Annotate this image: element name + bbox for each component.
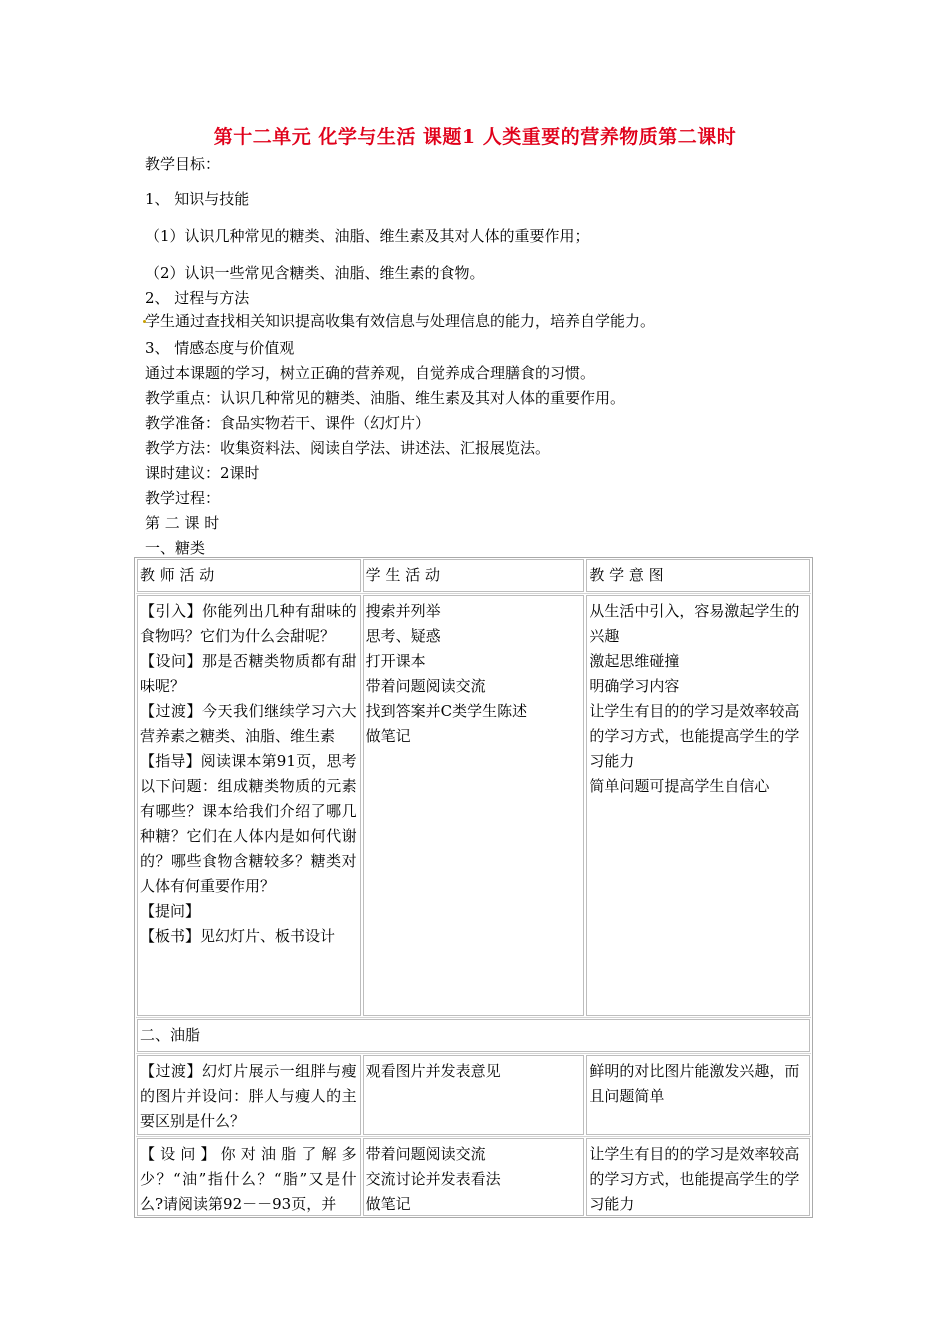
- teacher-item: 【设问】那是否糖类物质都有甜味呢？: [140, 652, 357, 695]
- table-row: [136, 593, 811, 1017]
- text-line: 2、 过程与方法: [145, 289, 250, 307]
- student-activity: [363, 595, 585, 1016]
- text-line: （1）认识几种常见的糖类、油脂、维生素及其对人体的重要作用；: [145, 227, 590, 245]
- text-line: 通过本课题的学习，树立正确的营养观，自觉养成合理膳食的习惯。: [145, 364, 596, 382]
- student-item: 搜索并列举: [365, 602, 441, 620]
- teaching-intent: [586, 1055, 810, 1135]
- student-item: 做笔记: [365, 1195, 411, 1213]
- header-intent: 教 学 意 图: [586, 559, 810, 592]
- header-teacher: 教 师 活 动: [137, 559, 361, 592]
- teacher-item: 【指导】阅读课本第91页，思考以下问题：组成糖类物质的元素有哪些？课本给我们介绍了哪几种糖？它们在人体内是如何代谢的？哪些食物含糖较多？糖类对人体有何重要作用？: [140, 752, 357, 895]
- intent-item: 简单问题可提高学生自信心: [589, 777, 770, 795]
- text-line: 第 二 课 时: [145, 514, 220, 532]
- text-line: 教学过程：: [145, 489, 221, 507]
- teacher-activity: [137, 595, 361, 1016]
- text-line: 学生通过查找相关知识提高收集有效信息与处理信息的能力，培养自学能力。: [145, 312, 656, 330]
- student-item: 带着问题阅读交流: [365, 677, 486, 695]
- text-line: 3、 情感态度与价值观: [145, 339, 295, 357]
- intent-item: 从生活中引入，容易激起学生的兴趣: [589, 602, 800, 645]
- teacher-item: 【引入】你能列出几种有甜味的食物吗？它们为什么会甜呢？: [140, 602, 357, 645]
- student-item: 打开课本: [365, 652, 426, 670]
- student-item: 带着问题阅读交流: [365, 1145, 486, 1163]
- page-title: 第十二单元 化学与生活 课题1 人类重要的营养物质第二课时: [213, 126, 737, 148]
- student-activity: [363, 1055, 585, 1135]
- student-item: 做笔记: [365, 727, 411, 745]
- text-line: （2）认识一些常见含糖类、油脂、维生素的食物。: [145, 264, 485, 282]
- teacher-item: 【过渡】幻灯片展示一组胖与瘦的图片并设问：胖人与瘦人的主要区别是什么？: [140, 1062, 357, 1130]
- intent-item: 明确学习内容: [589, 677, 680, 695]
- teacher-item: 【板书】见幻灯片、板书设计: [140, 927, 336, 945]
- intent-item: 让学生有目的的学习是效率较高的学习方式，也能提高学生的学习能力: [589, 1145, 800, 1213]
- lesson-table: [134, 557, 813, 1218]
- intent-item: 鲜明的对比图片能激发兴趣，而且问题简单: [589, 1062, 800, 1105]
- teaching-intent: [586, 595, 810, 1016]
- teacher-item: 【过渡】今天我们继续学习六大营养素之糖类、油脂、维生素: [140, 702, 357, 745]
- section-oils-title: 二、油脂: [137, 1019, 810, 1052]
- student-item: 观看图片并发表意见: [365, 1062, 501, 1080]
- teacher-item: 【设问】你对油脂了解多少？“油”指什么？“脂”又是什么?请阅读第92－－93页，并: [140, 1145, 357, 1213]
- text-line: 教学重点：认识几种常见的糖类、油脂、维生素及其对人体的重要作用。: [145, 389, 626, 407]
- section-title-row: [136, 1017, 811, 1053]
- table-row: [136, 1136, 811, 1217]
- intent-item: 让学生有目的的学习是效率较高的学习方式，也能提高学生的学习能力: [589, 702, 800, 770]
- teacher-activity: [137, 1055, 361, 1135]
- text-line: 教学目标：: [145, 155, 221, 173]
- header-student: 学 生 活 动: [363, 559, 585, 592]
- table-header-row: [136, 558, 811, 593]
- intent-item: 激起思维碰撞: [589, 652, 680, 670]
- text-line: 教学方法：收集资料法、阅读自学法、讲述法、汇报展览法。: [145, 439, 551, 457]
- teacher-item: 【提问】: [140, 902, 201, 920]
- student-item: 交流讨论并发表看法: [365, 1170, 501, 1188]
- text-line: 教学准备：食品实物若干、课件（幻灯片）: [145, 414, 431, 432]
- teacher-activity: [137, 1138, 361, 1216]
- teaching-intent: [586, 1138, 810, 1216]
- student-item: 找到答案并C类学生陈述: [365, 702, 528, 720]
- student-activity: [363, 1138, 585, 1216]
- text-line: 1、 知识与技能: [145, 190, 250, 208]
- table-row: [136, 1053, 811, 1136]
- text-line: 一、糖类: [145, 539, 206, 557]
- text-line: 课时建议：2课时: [145, 464, 260, 482]
- student-item: 思考、疑惑: [365, 627, 441, 645]
